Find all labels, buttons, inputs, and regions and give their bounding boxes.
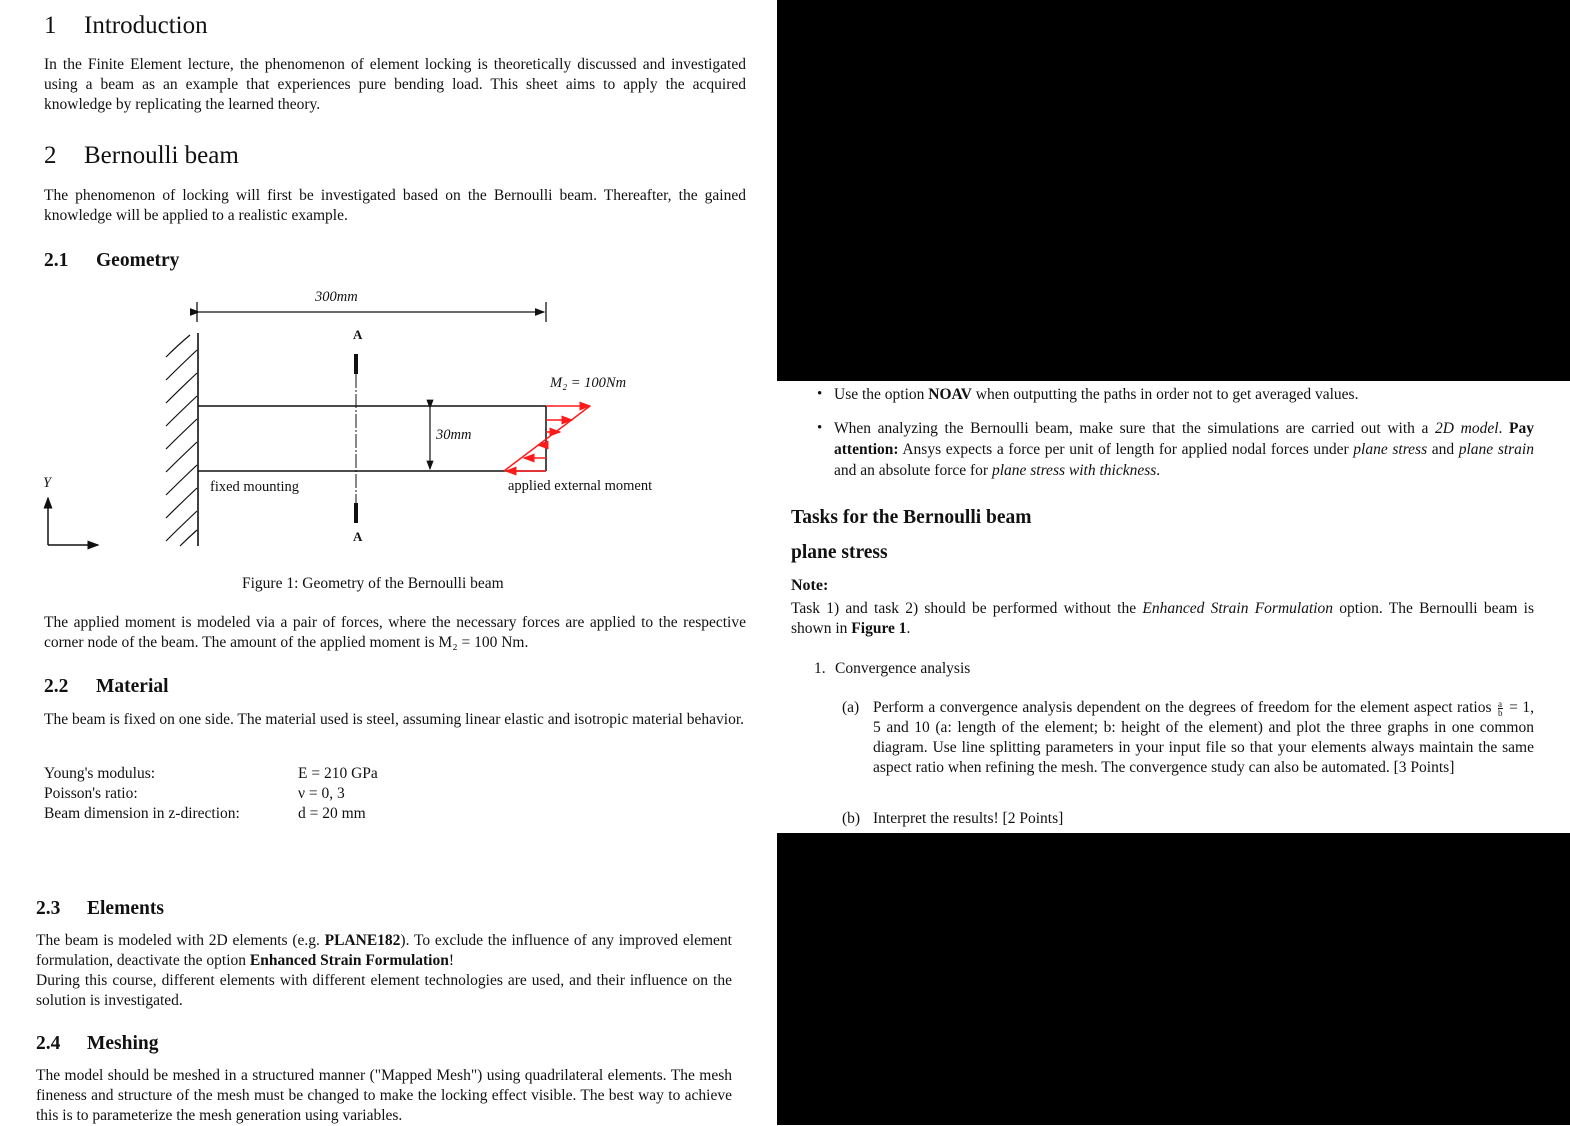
section-heading-bernoulli-beam: 2 Bernoulli beam (44, 142, 239, 169)
task-1-convergence-analysis: 1. Convergence analysis (814, 660, 971, 677)
note-label: Note: (791, 577, 829, 594)
bernoulli-paragraph: The phenomenon of locking will first be investigated based on the Bernoulli beam. Thereafter, the gained knowledge will be applied to a realistic example. (44, 187, 746, 224)
redacted-region-top-right (777, 0, 1570, 381)
beam-diagram (0, 280, 776, 560)
task-1b: (b) Interpret the results! [2 Points] (842, 810, 1064, 827)
subsection-heading-elements: 2.3 Elements (36, 898, 164, 919)
bullet-noav: • Use the option NOAV when outputting the paths in order not to get averaged values. (817, 386, 1359, 403)
y-axis-label: Y (43, 475, 52, 491)
material-paragraph: The beam is fixed on one side. The material used is steel, assuming linear elastic and isotropic material behavior. (44, 711, 745, 728)
beam-geometry-figure (0, 280, 776, 560)
bullet-icon: • (817, 386, 823, 402)
material-row-poissons-ratio: Poisson's ratio: ν = 0, 3 (44, 785, 345, 802)
subsection-heading-meshing: 2.4 Meshing (36, 1033, 159, 1054)
subsection-heading-geometry: 2.1 Geometry (44, 250, 180, 271)
bullet-icon: • (817, 420, 823, 436)
section-label-top: A (353, 327, 363, 342)
task-1a: (a) Perform a convergence analysis dependent on the degrees of freedom for the element aspect ratios $\frac{a}{b}$ = 1, 5 and 10 (a: length of the element; b: height of the element) and plot the three graphs in one common diagram. Use line splitting parameters in your input file so that your elements always maintain the same aspect ratio when refining the mesh. The convergence study can also be automated. [3 Points] (842, 698, 1534, 776)
aspect-ratio-fraction: $\frac{a}{b}$ (1498, 698, 1503, 718)
elements-paragraph: The beam is modeled with 2D elements (e.g. PLANE182). To exclude the influence of any improved element formulation, deactivate the option Enhanced Strain Formulation! During this course, different elements with different element technologies are used, and their influence on the solution is investigated. (36, 932, 732, 1009)
plane-stress-heading: plane stress (791, 542, 888, 563)
moment-paragraph: The applied moment is modeled via a pair of forces, where the necessary forces are applied to the respective corner node of the beam. The amount of the applied moment is M₂ = 100 Nm. (44, 614, 746, 651)
moment-description-label: applied external moment (508, 478, 653, 494)
redacted-region-bottom-right (777, 833, 1570, 1125)
tasks-heading: Tasks for the Bernoulli beam (791, 507, 1032, 528)
material-row-youngs-modulus: Young's modulus: E = 210 GPa (44, 765, 378, 782)
note-paragraph: Task 1) and task 2) should be performed without the Enhanced Strain Formulation option. The Bernoulli beam is shown in Figure 1. (791, 600, 1534, 637)
figure-caption: Figure 1: Geometry of the Bernoulli beam (242, 575, 504, 592)
bullet-2d-model: • When analyzing the Bernoulli beam, make sure that the simulations are carried out with a 2D model. Pay attention: Ansys expects a force per unit of length for applied nodal forces under plane stress and plane strain and an absolute force for plane stress with thickness. (817, 420, 1535, 479)
fixed-mounting-label: fixed mounting (210, 479, 300, 495)
section-label-bottom: A (353, 529, 363, 544)
meshing-paragraph: The model should be meshed in a structured manner ("Mapped Mesh") using quadrilateral elements. The mesh fineness and structure of the mesh must be changed to make the locking effect visible. The best way to achieve this is to parameterize the mesh generation using variables. (36, 1067, 732, 1124)
length-dimension-label: 300mm (315, 289, 358, 305)
material-row-beam-dimension: Beam dimension in z-direction: d = 20 mm (44, 805, 366, 822)
height-dimension-label: 30mm (436, 427, 472, 443)
moment-label: M₂ = 100Nm (550, 375, 627, 391)
introduction-paragraph: In the Finite Element lecture, the phenomenon of element locking is theoretically discussed and investigated using a beam as an example that experiences pure bending load. This sheet aims to apply the acquired knowledge by replicating the learned theory. (44, 56, 746, 113)
subsection-heading-material: 2.2 Material (44, 676, 169, 697)
section-heading-introduction: 1 Introduction (44, 12, 208, 39)
